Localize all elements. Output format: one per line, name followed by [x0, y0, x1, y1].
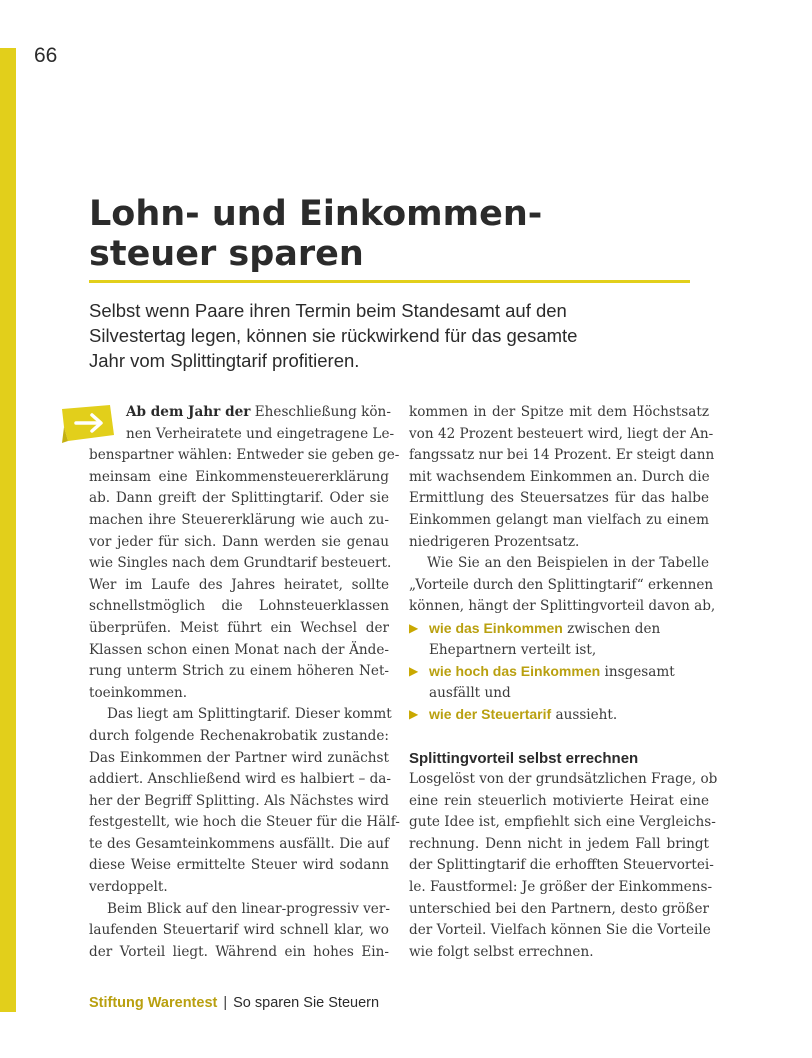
triangle-bullet-icon: ▶ [409, 620, 419, 635]
body-line: der Splittingtarif die erhofften Steuervortei- [409, 857, 714, 874]
bullet-continuation: ausfällt und [429, 684, 511, 701]
lead-in-text: Ab dem Jahr der [126, 404, 251, 420]
body-line: überprüfen. Meist führt ein Wechsel der [89, 619, 389, 636]
body-line: Ermittlung des Steuersatzes für das halbe [409, 490, 709, 507]
body-line: Losgelöst von der grundsätzlichen Frage, ob [409, 771, 718, 788]
body-line: te des Gesamteinkommens ausfällt. Die auf [89, 835, 389, 852]
body-line: eine rein steuerlich motivierte Heirat eine [409, 792, 709, 809]
body-line: benspartner wählen: Entweder sie geben ge- [89, 447, 400, 464]
body-line: her der Begriff Splitting. Als Nächstes wird [89, 792, 389, 809]
footer-brand: Stiftung Warentest [89, 995, 218, 1011]
text-column-right [409, 402, 718, 963]
body-line: gute Idee ist, empfiehlt sich eine Vergleichs- [409, 814, 716, 831]
body-line: durch folgende Rechenakrobatik zustande: [89, 727, 389, 744]
title-line: steuer sparen [89, 234, 364, 274]
bullet-highlight: wie hoch das Einkommen [429, 663, 601, 680]
body-line: fangssatz nur bei 14 Prozent. Er steigt dann [409, 447, 715, 464]
body-line: vor jeder für sich. Dann werden sie genau [89, 533, 389, 550]
body-line: Das Einkommen der Partner wird zunächst [89, 749, 389, 766]
body-line: niedrigeren Prozentsatz. [409, 533, 580, 550]
lead-line: Silvestertag legen, können sie rückwirkend für das gesamte [89, 325, 578, 346]
body-line: festgestellt, wie hoch die Steuer für die Hälf- [89, 814, 400, 831]
bullet-text: insgesamt [600, 664, 675, 681]
lead-line: Selbst wenn Paare ihren Termin beim Standesamt auf den [89, 300, 567, 321]
body-line: Beim Blick auf den linear-progressiv ver- [107, 900, 390, 917]
body-line: können, hängt der Splittingvorteil davon ab, [409, 598, 716, 615]
bullet-item [409, 661, 709, 683]
body-line: Wie Sie an den Beispielen in der Tabelle [427, 555, 709, 572]
body-line: toeinkommen. [89, 684, 188, 701]
body-line: kommen in der Spitze mit dem Höchstsatz [409, 404, 709, 420]
body-line [89, 402, 389, 424]
lead-paragraph [89, 298, 577, 373]
body-line: „Vorteile durch den Splittingtarif“ erkennen [409, 576, 714, 593]
body-line: verdoppelt. [89, 879, 168, 896]
bullet-text: zwischen den [562, 620, 661, 637]
body-line: le. Faustformel: Je größer der Einkommens- [409, 879, 713, 896]
body-line: Das liegt am Splittingtarif. Dieser kommt [107, 706, 392, 723]
body-line: wie folgt selbst errechnen. [409, 943, 594, 960]
text-column-left [89, 402, 400, 963]
footer-book-title: So sparen Sie Steuern [233, 995, 380, 1011]
bullet-item [409, 704, 709, 726]
lead-line: Jahr vom Splittingtarif profitieren. [89, 350, 360, 371]
body-line: rechnung. Denn nicht in jedem Fall bringt [409, 835, 709, 852]
body-line: der Vorteil. Vielfach können Sie die Vorteile [409, 922, 711, 939]
bullet-continuation: Ehepartnern verteilt ist, [429, 641, 597, 658]
section-subheading: Splittingvorteil selbst errechnen [409, 749, 639, 767]
body-line: rung unterm Strich zu einem höheren Net- [89, 663, 389, 680]
triangle-bullet-icon: ▶ [409, 664, 419, 679]
page-title [89, 194, 542, 274]
bullet-item [409, 618, 709, 640]
footer-separator: | [223, 995, 228, 1011]
body-line: laufenden Steuertarif wird schnell klar, wo [89, 922, 389, 939]
bullet-highlight: wie das Einkommen [429, 619, 563, 636]
title-underline [89, 280, 690, 283]
body-line: schnellstmöglich die Lohnsteuerklassen [89, 598, 389, 615]
page-footer [89, 995, 379, 1011]
body-line: diese Weise ermittelte Steuer wird sodann [89, 857, 389, 874]
body-line: Wer im Laufe des Jahres heiratet, sollte [89, 576, 389, 593]
body-line: nen Verheiratete und eingetragene Le- [126, 425, 395, 442]
body-line: unterschied bei den Partnern, desto größer [409, 900, 709, 917]
body-line: von 42 Prozent besteuert wird, liegt der An- [409, 425, 714, 442]
spacer [409, 726, 709, 748]
body-line: der Vorteil liegt. Während ein hohes Ein- [89, 943, 389, 960]
body-line: wie Singles nach dem Grundtarif besteuert. [89, 555, 392, 572]
body-line: Klassen schon einen Monat nach der Ände- [89, 641, 389, 658]
body-line: addiert. Anschließend wird es halbiert – da- [89, 771, 392, 788]
body-line: Einkommen gelangt man vielfach zu einem [409, 511, 709, 528]
body-line: machen ihre Steuererklärung wie auch zu- [89, 511, 389, 528]
body-text: Eheschließung kön- [254, 404, 391, 420]
bullet-text: aussieht. [551, 707, 618, 724]
bullet-highlight: wie der Steuertarif [429, 706, 552, 723]
body-line: meinsam eine Einkommensteuererklärung [89, 468, 389, 485]
body-line: ab. Dann greift der Splittingtarif. Oder sie [89, 490, 389, 507]
body-line: mit wachsendem Einkommen an. Durch die [409, 468, 710, 485]
triangle-bullet-icon: ▶ [409, 707, 419, 722]
title-line: Lohn- und Einkommen- [89, 194, 543, 234]
accent-sidebar-bar [0, 48, 16, 1012]
page-number: 66 [34, 44, 58, 67]
